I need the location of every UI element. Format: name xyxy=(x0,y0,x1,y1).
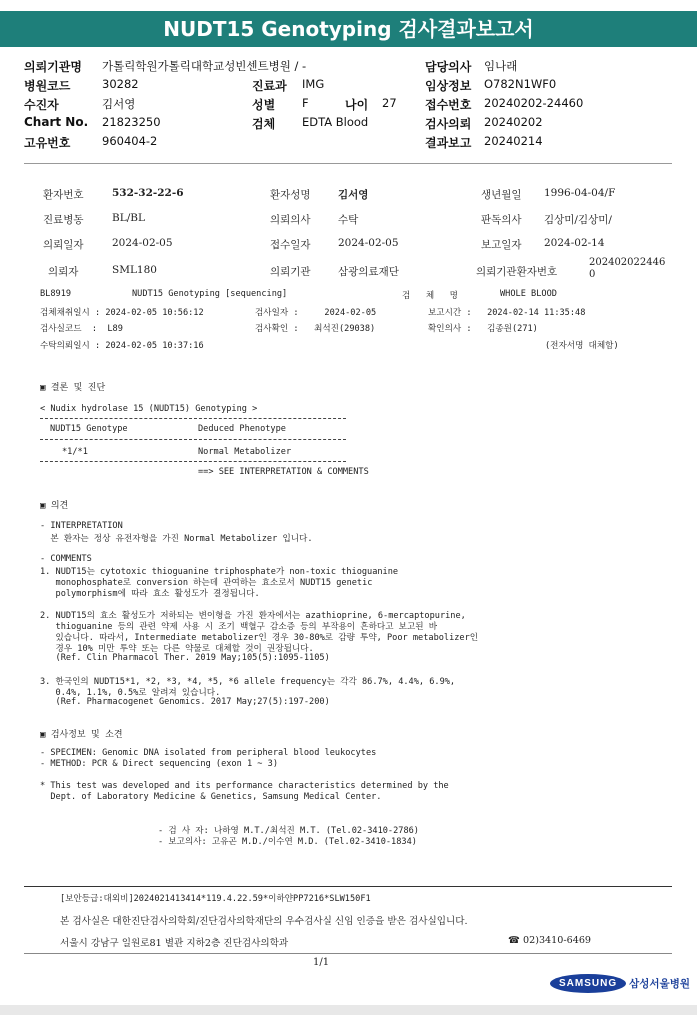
footer-top-rule xyxy=(24,886,672,887)
specimen-value: EDTA Blood xyxy=(302,115,369,129)
genotype-col-header: NUDT15 Genotype xyxy=(50,424,128,434)
section-opinion: ▣ 의견 xyxy=(40,501,69,511)
dob-value: 1996-04-04/F xyxy=(544,187,616,199)
comment-1-line-1: 1. NUDT15는 cytotoxic thioguanine triphosphate가 non-toxic thioguanine xyxy=(40,567,399,577)
request-date-value: 2024-02-05 xyxy=(112,237,173,249)
lab-code: 검사실코드 : L89 xyxy=(40,324,123,334)
comment-1-line-2: monophosphate로 conversion 하는데 관여하는 효소로서 NUDT15 genetic xyxy=(40,578,373,588)
test-request-label: 검사의뢰 xyxy=(425,117,472,131)
footer-bottom-rule xyxy=(24,953,672,954)
phenotype-col-header: Deduced Phenotype xyxy=(198,424,286,434)
specimen-label: 검체 xyxy=(252,117,276,131)
comment-2-line-1: 2. NUDT15의 효소 활성도가 저하되는 변이형을 가진 환자에서는 azathioprine, 6-mercaptopurine, xyxy=(40,611,466,621)
ward-label: 진료병동 xyxy=(43,214,84,226)
section-conclusion: ▣ 결론 및 진단 xyxy=(40,383,106,393)
comment-2-line-4: 경우 10% 미만 투약 또는 다른 약물로 대체할 것이 권장됩니다. xyxy=(40,644,314,654)
institution-label: 의뢰기관명 xyxy=(24,60,82,74)
disclaimer-line-2: Dept. of Laboratory Medicine & Genetics, Samsung Medical Center. xyxy=(40,792,382,802)
lab-phone: ☎ 02)3410-6469 xyxy=(508,935,592,946)
comment-2-line-3: 있습니다. 따라서, Intermediate metabolizer인 경우 30-80%로 감량 투약, Poor metabolizer인 xyxy=(40,633,479,643)
department-value: IMG xyxy=(302,77,325,91)
sex-value: F xyxy=(302,96,309,110)
receipt-date-value: 2024-02-05 xyxy=(338,237,399,249)
request-date-label: 의뢰일자 xyxy=(43,239,84,251)
collection-time: 검체채취일시 : 2024-02-05 10:56:12 xyxy=(40,308,204,318)
report-date-value: 2024-02-14 xyxy=(544,237,605,249)
patient-name-value: 김서영 xyxy=(338,189,369,201)
client-patient-no-value: 202402022446 xyxy=(589,257,666,268)
header-divider xyxy=(24,163,672,164)
comment-2-ref: (Ref. Clin Pharmacol Ther. 2019 May;105(5):1095-1105) xyxy=(40,653,330,663)
certification-text: 본 검사실은 대한진단검사의학회/진단검사의학재단의 우수검사실 신임 인증을 받은 검사실입니다. xyxy=(60,916,468,927)
receipt-no-value: 20240202-24460 xyxy=(484,96,584,110)
comment-3-line-2: 0.4%, 1.1%, 0.5%로 알려져 있습니다. xyxy=(40,688,221,698)
comment-3-ref: (Ref. Pharmacogenet Genomics. 2017 May;27(5):197-200) xyxy=(40,697,330,707)
doctor-value: 임나래 xyxy=(484,59,518,73)
age-label: 나이 xyxy=(345,98,369,112)
method-info: - METHOD: PCR & Direct sequencing (exon 1 ~ 3) xyxy=(40,759,278,769)
consign-time: 수탁의뢰일시 : 2024-02-05 10:37:16 xyxy=(40,341,204,351)
samsung-logo: SAMSUNG xyxy=(550,974,626,993)
client-value: SML180 xyxy=(112,264,157,276)
sex-label: 성별 xyxy=(252,98,276,112)
see-interpretation: ==> SEE INTERPRETATION & COMMENTS xyxy=(198,467,369,477)
doctor-label: 담당의사 xyxy=(425,60,472,74)
hospital-logo xyxy=(550,973,690,993)
table-bottom-rule xyxy=(40,461,346,462)
gene-header: < Nudix hydrolase 15 (NUDT15) Genotyping > xyxy=(40,404,258,414)
tester-line: - 검 사 자: 나하영 M.T./최석진 M.T. (Tel.02-3410-2786) xyxy=(158,826,419,836)
security-line: [보안등급:대외비]2024021413414*119.4.22.59*이하얀PP7216*SLW150F1 xyxy=(60,894,371,904)
lab-address: 서울시 강남구 일원로81 별관 지하2층 진단검사의학과 xyxy=(60,938,289,949)
client-org-label: 의뢰기관 xyxy=(270,266,311,278)
section-test-info: ▣ 검사정보 및 소견 xyxy=(40,730,123,740)
exam-confirmer: 검사확인 : 최석진(29038) xyxy=(255,324,376,334)
clinical-info-label: 임상정보 xyxy=(425,79,472,93)
report-date-label: 보고일자 xyxy=(481,239,522,251)
patient-value: 김서영 xyxy=(102,97,136,111)
specimen-name-label: 검 체 명 xyxy=(402,291,458,301)
referring-doctor-label: 의뢰의사 xyxy=(270,214,311,226)
unique-no-value: 960404-2 xyxy=(102,134,158,148)
disclaimer-line-1: * This test was developed and its performance characteristics determined by the xyxy=(40,781,449,791)
receipt-date-label: 접수일자 xyxy=(270,239,311,251)
receipt-no-label: 접수번호 xyxy=(425,98,472,112)
patient-id-value: 532-32-22-6 xyxy=(112,187,184,199)
table-top-rule xyxy=(40,418,346,419)
clinical-info-value: O782N1WF0 xyxy=(484,77,557,91)
page-number: 1/1 xyxy=(313,957,330,968)
phenotype-value: Normal Metabolizer xyxy=(198,447,292,457)
comment-3-line-1: 3. 한국인의 NUDT15*1, *2, *3, *4, *5, *6 allele frequency는 각각 86.7%, 4.4%, 6.9%, xyxy=(40,677,456,687)
exam-date: 검사일자 : 2024-02-05 xyxy=(255,308,377,318)
patient-name-label: 환자성명 xyxy=(270,189,311,201)
exam-code: BL8919 xyxy=(40,289,72,299)
institution-value: 가톨릭학원가톨릭대학교성빈센트병원 / - xyxy=(102,59,307,73)
unique-no-label: 고유번호 xyxy=(24,136,71,150)
patient-label: 수진자 xyxy=(24,98,59,112)
ward-value: BL/BL xyxy=(112,212,145,224)
specimen-name-value: WHOLE BLOOD xyxy=(500,289,557,299)
client-patient-no-value-cont: 0 xyxy=(589,269,596,280)
reporter-line: - 보고의사: 고유곤 M.D./이수연 M.D. (Tel.02-3410-1834) xyxy=(158,837,417,847)
comments-title: - COMMENTS xyxy=(40,554,92,564)
client-label: 의뢰자 xyxy=(48,266,79,278)
patient-id-label: 환자번호 xyxy=(43,189,84,201)
hospital-code-label: 병원코드 xyxy=(24,79,71,93)
age-value: 27 xyxy=(382,96,397,110)
comment-1-line-3: polymorphism에 따라 효소 활성도가 결정됩니다. xyxy=(40,589,260,599)
reading-doctor-label: 판독의사 xyxy=(481,214,522,226)
result-report-label: 결과보고 xyxy=(425,136,472,150)
dob-label: 생년월일 xyxy=(481,189,522,201)
chart-no-value: 21823250 xyxy=(102,115,161,129)
client-patient-no-label: 의뢰기관환자번호 xyxy=(476,266,558,278)
specimen-info: - SPECIMEN: Genomic DNA isolated from peripheral blood leukocytes xyxy=(40,748,377,758)
exam-name: NUDT15 Genotyping [sequencing] xyxy=(132,289,288,299)
client-org-value: 삼광의료재단 xyxy=(338,266,399,278)
referring-doctor-value: 수탁 xyxy=(338,214,359,226)
comment-2-line-2: thioguanine 등의 관련 약제 사용 시 조기 백혈구 감소증 등의 부작용이 흔하다고 보고된 바 xyxy=(40,622,438,632)
confirming-doctor: 확인의사 : 김종원(271) xyxy=(428,324,538,334)
hospital-code-value: 30282 xyxy=(102,77,139,91)
reading-doctor-value: 김상미/김상미/ xyxy=(544,214,612,226)
department-label: 진료과 xyxy=(252,79,287,93)
e-signature-note: (전자서명 대체함) xyxy=(545,341,619,351)
report-title: NUDT15 Genotyping 검사결과보고서 xyxy=(0,11,697,47)
report-time: 보고시간 : 2024-02-14 11:35:48 xyxy=(428,308,586,318)
result-report-value: 20240214 xyxy=(484,134,543,148)
chart-no-label: Chart No. xyxy=(24,115,89,129)
interpretation-title: - INTERPRETATION xyxy=(40,521,123,531)
test-request-value: 20240202 xyxy=(484,115,543,129)
genotype-value: *1/*1 xyxy=(62,447,88,457)
table-mid-rule xyxy=(40,439,346,440)
interpretation-text: 본 환자는 정상 유전자형을 가진 Normal Metabolizer 입니다. xyxy=(40,534,313,544)
hospital-name: 삼성서울병원 xyxy=(629,978,690,990)
